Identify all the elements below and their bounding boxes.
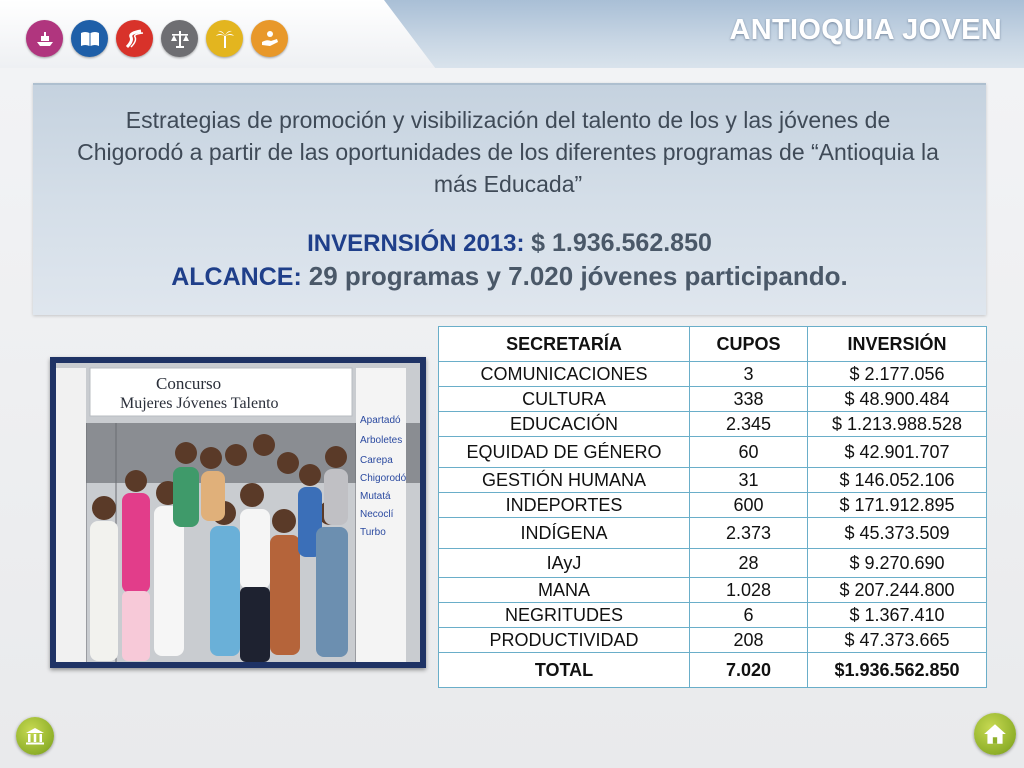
group-photo-frame bbox=[50, 357, 426, 668]
total-inversion: $1.936.562.850 bbox=[808, 653, 987, 688]
cell-cupos: 28 bbox=[690, 549, 808, 578]
cell-cupos: 1.028 bbox=[690, 578, 808, 603]
cell-cupos: 31 bbox=[690, 468, 808, 493]
side-town-4: Chigorodó bbox=[360, 473, 407, 484]
cell-inversion: $ 1.367.410 bbox=[808, 603, 987, 628]
header-cupos: CUPOS bbox=[690, 327, 808, 362]
table-row bbox=[439, 628, 987, 653]
side-town-6: Necoclí bbox=[360, 509, 394, 520]
cell-secretaria: PRODUCTIVIDAD bbox=[439, 628, 690, 653]
table-row bbox=[439, 518, 987, 549]
cell-inversion: $ 45.373.509 bbox=[808, 518, 987, 549]
helping-hand-icon[interactable] bbox=[251, 20, 288, 57]
boat-icon[interactable] bbox=[26, 20, 63, 57]
info-panel bbox=[33, 83, 986, 315]
banner-line2: Mujeres Jóvenes Talento bbox=[120, 395, 279, 412]
table-row bbox=[439, 412, 987, 437]
table-row bbox=[439, 493, 987, 518]
table-row bbox=[439, 362, 987, 387]
scales-icon[interactable] bbox=[161, 20, 198, 57]
book-icon[interactable] bbox=[71, 20, 108, 57]
cell-inversion: $ 1.213.988.528 bbox=[808, 412, 987, 437]
cell-secretaria: COMUNICACIONES bbox=[439, 362, 690, 387]
table-row bbox=[439, 549, 987, 578]
cell-inversion: $ 2.177.056 bbox=[808, 362, 987, 387]
table-row bbox=[439, 603, 987, 628]
header-inversion: INVERSIÓN bbox=[808, 327, 987, 362]
cell-secretaria: INDÍGENA bbox=[439, 518, 690, 549]
cell-secretaria: GESTIÓN HUMANA bbox=[439, 468, 690, 493]
top-bar bbox=[0, 0, 1024, 68]
cell-secretaria: NEGRITUDES bbox=[439, 603, 690, 628]
cell-secretaria: MANA bbox=[439, 578, 690, 603]
cell-secretaria: INDEPORTES bbox=[439, 493, 690, 518]
cell-inversion: $ 42.901.707 bbox=[808, 437, 987, 468]
investment-label: INVERNSIÓN 2013: bbox=[307, 230, 525, 257]
cell-secretaria: IAyJ bbox=[439, 549, 690, 578]
program-icons bbox=[26, 20, 288, 57]
cell-inversion: $ 207.244.800 bbox=[808, 578, 987, 603]
home-icon[interactable] bbox=[974, 713, 1016, 755]
side-town-3: Carepa bbox=[360, 455, 393, 466]
side-town-2: Arboletes bbox=[360, 435, 403, 446]
table-row bbox=[439, 387, 987, 412]
table-row bbox=[439, 468, 987, 493]
cell-inversion: $ 171.912.895 bbox=[808, 493, 987, 518]
side-town-5: Mutatá bbox=[360, 491, 391, 502]
reach-line bbox=[33, 261, 986, 292]
investment-table bbox=[438, 326, 987, 688]
side-town-1: Apartadó bbox=[360, 415, 401, 426]
side-town-7: Turbo bbox=[360, 527, 386, 538]
reach-value: 29 programas y 7.020 jóvenes participando. bbox=[308, 261, 848, 291]
cell-inversion: $ 47.373.665 bbox=[808, 628, 987, 653]
cell-cupos: 208 bbox=[690, 628, 808, 653]
table-row bbox=[439, 437, 987, 468]
table-row bbox=[439, 578, 987, 603]
group-photo bbox=[56, 363, 420, 662]
cell-inversion: $ 146.052.106 bbox=[808, 468, 987, 493]
total-cupos: 7.020 bbox=[690, 653, 808, 688]
cell-cupos: 3 bbox=[690, 362, 808, 387]
library-icon[interactable] bbox=[16, 717, 54, 755]
banner-line1: Concurso bbox=[156, 374, 222, 393]
investment-value: $ 1.936.562.850 bbox=[531, 229, 712, 257]
cell-cupos: 600 bbox=[690, 493, 808, 518]
cell-cupos: 2.345 bbox=[690, 412, 808, 437]
reach-label: ALCANCE: bbox=[171, 263, 302, 291]
cell-cupos: 6 bbox=[690, 603, 808, 628]
brand-title: ANTIOQUIA JOVEN bbox=[729, 14, 1002, 46]
cell-secretaria: EQUIDAD DE GÉNERO bbox=[439, 437, 690, 468]
cell-inversion: $ 9.270.690 bbox=[808, 549, 987, 578]
cell-cupos: 60 bbox=[690, 437, 808, 468]
header-secretaria: SECRETARÍA bbox=[439, 327, 690, 362]
investment-line bbox=[33, 229, 986, 258]
cell-cupos: 338 bbox=[690, 387, 808, 412]
strategy-description: Estrategias de promoción y visibilización del talento de los y las jóvenes de Chigorodó a partir de las oportunidades de los diferentes programas de “Antioquia la más Educada” bbox=[77, 107, 939, 197]
palm-tree-icon[interactable] bbox=[206, 20, 243, 57]
table-total-row bbox=[439, 653, 987, 688]
cell-inversion: $ 48.900.484 bbox=[808, 387, 987, 412]
road-icon[interactable] bbox=[116, 20, 153, 57]
total-label: TOTAL bbox=[439, 653, 690, 688]
cell-cupos: 2.373 bbox=[690, 518, 808, 549]
cell-secretaria: EDUCACIÓN bbox=[439, 412, 690, 437]
table-header-row bbox=[439, 327, 987, 362]
cell-secretaria: CULTURA bbox=[439, 387, 690, 412]
